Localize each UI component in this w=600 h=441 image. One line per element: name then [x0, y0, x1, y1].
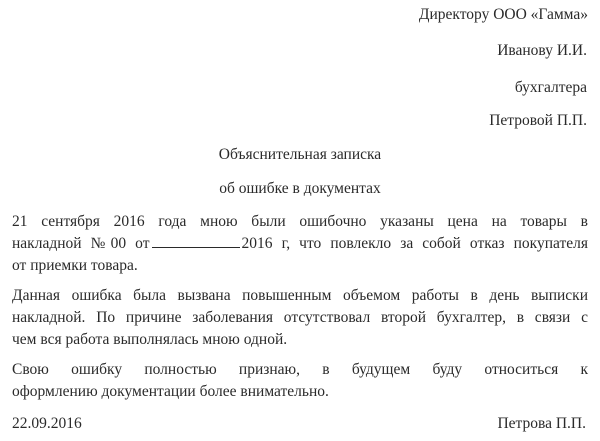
blank-date-field-wrap	[150, 235, 589, 252]
signature-name: Петрова П.П.	[497, 415, 586, 432]
blank-date-field	[152, 234, 240, 248]
document-date: 22.09.2016	[12, 415, 82, 432]
paragraph-1-line-2-end: 2016 г, что повлекло за собой отказ покупателя	[241, 235, 589, 252]
document-subtitle: об ошибке в документах	[219, 180, 381, 197]
addressee-name: Иванову И.И.	[497, 42, 587, 59]
paragraph-3-line-1: Свою ошибку полностью признаю, в будущем буду относиться к	[12, 361, 588, 378]
paragraph-1-line-2	[12, 233, 588, 255]
paragraph-1-line-2-start: накладной №00 от	[12, 235, 150, 252]
document-title: Объяснительная записка	[218, 146, 382, 163]
addressee-line: Директору ООО «Гамма»	[418, 6, 588, 23]
paragraph-3	[12, 359, 588, 403]
paragraph-1-line-1: 21 сентября 2016 года мною были ошибочно указаны цена на товары в	[12, 213, 588, 230]
paragraph-2	[12, 285, 588, 351]
paragraph-2-line-3: чем вся работа выполнялась мною одной.	[12, 331, 288, 348]
sender-position: бухгалтера	[514, 79, 587, 96]
paragraph-2-line-2: накладной. По причине заболевания отсутствовал второй бухгалтер, в связи с	[12, 309, 588, 326]
paragraph-3-line-2: оформлению документации более внимательно.	[12, 383, 329, 400]
paragraph-2-line-1: Данная ошибка была вызвана повышенным объемом работы в день выписки	[12, 287, 588, 304]
paragraph-1-line-3: от приемки товара.	[12, 257, 138, 274]
paragraph-1	[12, 211, 588, 277]
sender-name: Петровой П.П.	[489, 112, 587, 129]
